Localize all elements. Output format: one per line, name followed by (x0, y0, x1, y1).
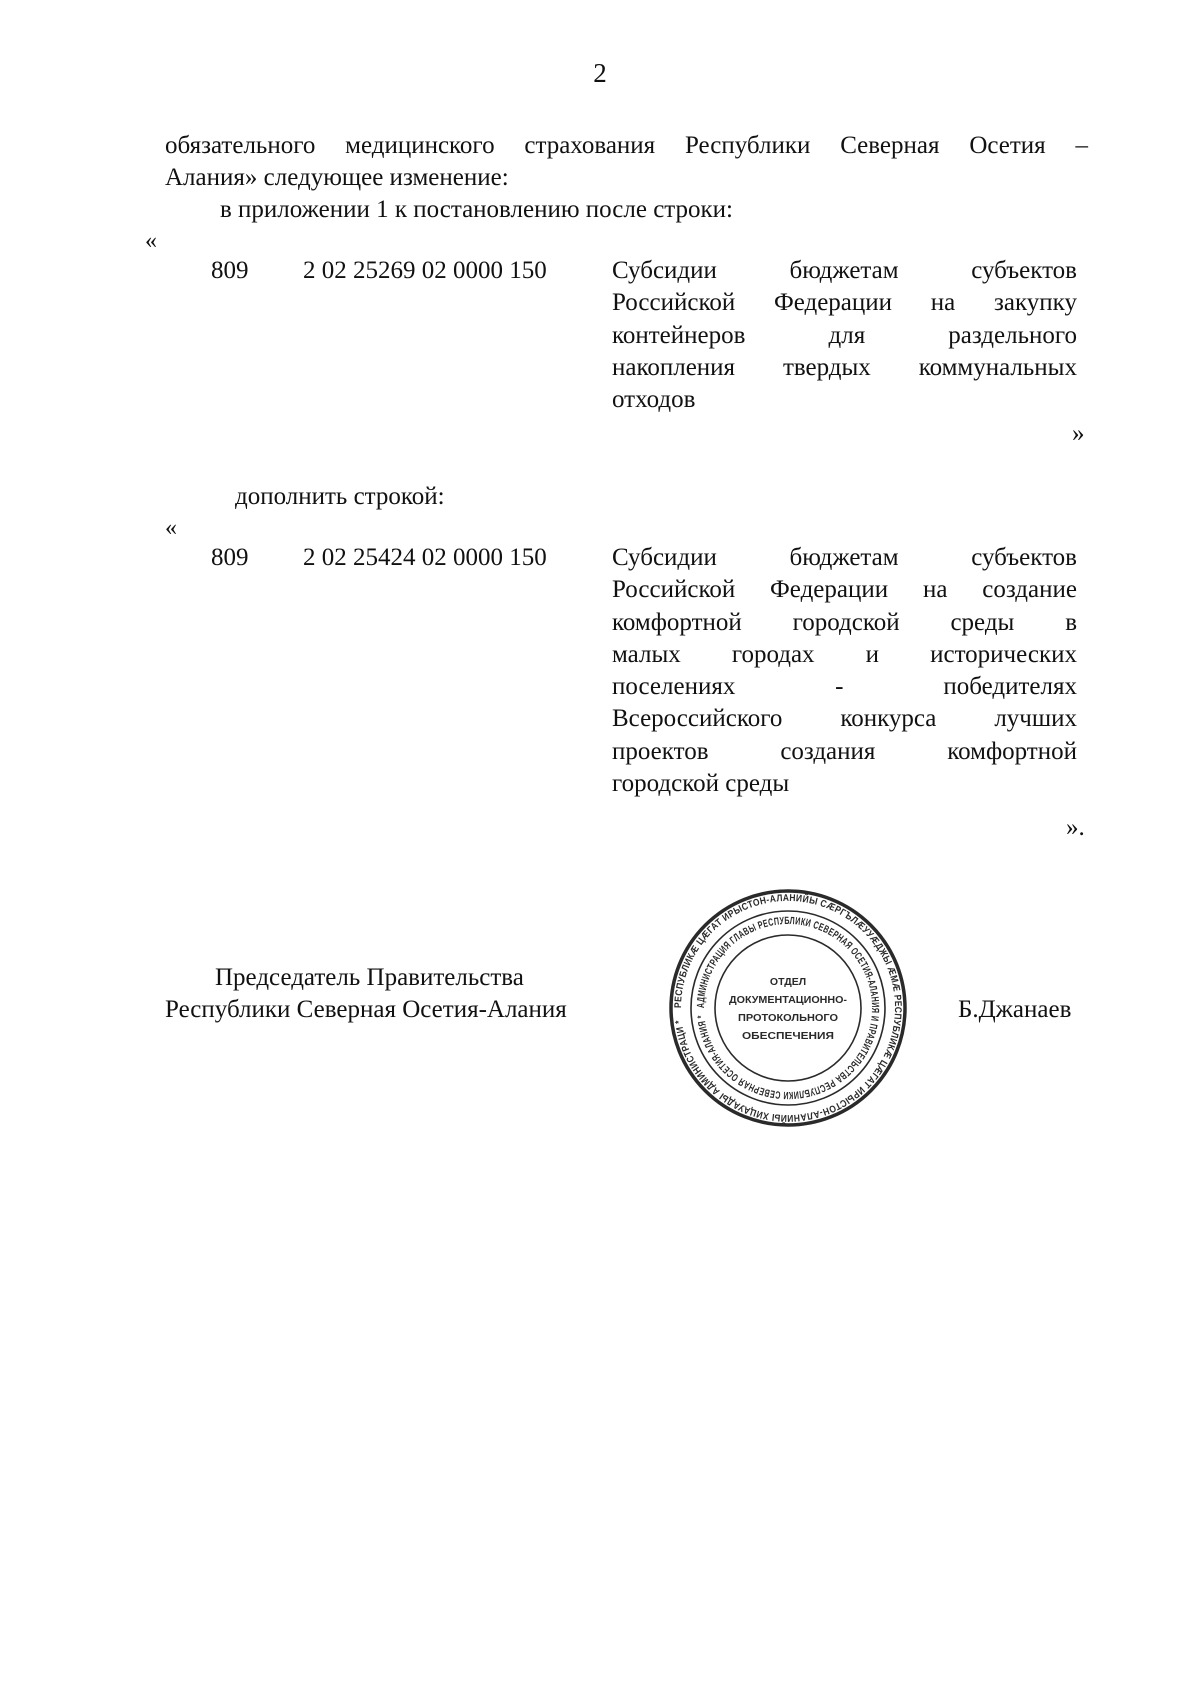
word: и (865, 640, 880, 668)
budget-code: 2 02 25424 02 0000 150 (303, 544, 547, 571)
word: конкурса (840, 705, 937, 733)
add-row-label: дополнить строкой: (235, 483, 445, 510)
word: бюджетам (789, 257, 899, 284)
stamp-center-line: ОБЕСПЕЧЕНИЯ (742, 1030, 834, 1042)
word: проектов (612, 737, 709, 765)
description-line (612, 736, 1077, 768)
signatory-name: Б.Джанаев (958, 996, 1072, 1023)
row-description (612, 542, 1077, 800)
description-line (612, 320, 1077, 352)
stamp-outer-ring-inner (691, 911, 885, 1105)
budget-code: 2 02 25269 02 0000 150 (303, 257, 547, 284)
word: исторических (930, 640, 1077, 668)
open-quote: « (165, 515, 177, 541)
word: на (930, 289, 956, 317)
word: комфортной (947, 737, 1077, 765)
word: комфортной (612, 608, 742, 636)
word: в (1065, 608, 1077, 636)
close-quote: » (1072, 420, 1085, 447)
description-line (612, 352, 1077, 384)
stamp-outer-text: РЕСПУБЛИКӔ ЦӔГАТ ИРЫСТОН-АЛАНИЙЫ СӔРГЪЛӔУУӔДЖЫ ӔМӔ РЕСПУБЛИКӔ ЦӔГАТ ИРЫСТОН-АЛАНИЙЫ ХИЦАУАДЫ АДМИНИСТРАЦИ * (672, 892, 904, 1124)
word: Северная (840, 132, 940, 159)
description-line (612, 639, 1077, 671)
page-number: 2 (593, 58, 607, 88)
word: городах (731, 640, 815, 668)
description-line (612, 703, 1077, 735)
word: лучших (994, 705, 1077, 733)
description-line (612, 542, 1077, 574)
word: контейнеров (612, 321, 746, 349)
stamp-center-line: ПРОТОКОЛЬНОГО (738, 1012, 838, 1024)
word: раздельного (948, 321, 1077, 349)
word: страхования (524, 132, 656, 159)
signatory-title-line-1: Председатель Правительства (215, 964, 524, 991)
word: на (922, 576, 948, 604)
word: – (1075, 132, 1088, 159)
word: накопления (612, 353, 736, 381)
word: закупку (994, 289, 1077, 317)
word: обязательного (165, 132, 316, 159)
svg-text:АДМИНИСТРАЦИЯ ГЛАВЫ РЕСПУБЛИКИ (695, 915, 881, 1101)
word: субъектов (971, 257, 1077, 284)
word: малых (612, 640, 681, 668)
word: медицинского (345, 132, 495, 159)
signatory-title-line-2: Республики Северная Осетия-Алания (165, 996, 567, 1023)
row-description (612, 255, 1077, 416)
word: субъектов (971, 544, 1077, 571)
word: Республики (684, 132, 811, 159)
intro-line-3: в приложении 1 к постановлению после строки: (220, 196, 733, 223)
word: Федерации (770, 576, 889, 604)
word: твердых (782, 353, 871, 381)
close-quote: ». (1066, 814, 1085, 841)
description-line: городской среды (612, 770, 790, 798)
word: Всероссийского (612, 705, 783, 733)
description-line (612, 574, 1077, 606)
word: Федерации (773, 289, 893, 317)
word: коммунальных (918, 353, 1077, 381)
word: для (828, 321, 866, 349)
word: Субсидии (612, 544, 717, 571)
word: городской (792, 608, 900, 636)
word: - (835, 673, 844, 701)
word: Российской (612, 289, 736, 317)
word: поселениях (612, 673, 736, 701)
open-quote: « (145, 228, 157, 254)
word: Осетия (969, 132, 1046, 159)
stamp-center-line: ОТДЕЛ (769, 976, 807, 988)
word: Субсидии (612, 257, 717, 284)
description-line (612, 287, 1077, 319)
description-line: отходов (612, 386, 696, 414)
word: бюджетам (789, 544, 899, 571)
description-line (612, 255, 1077, 287)
admin-code: 809 (211, 257, 249, 284)
stamp-inner-text: АДМИНИСТРАЦИЯ ГЛАВЫ РЕСПУБЛИКИ СЕВЕРНАЯ ОСЕТИЯ-АЛАНИЯ И ПРАВИТЕЛЬСТВА РЕСПУБЛИКИ СЕВЕРНАЯ ОСЕТИЯ-АЛАНИЯ * (694, 914, 882, 1102)
description-line (612, 607, 1077, 639)
word: создание (982, 576, 1077, 604)
stamp-inner-ring (715, 935, 861, 1081)
word: создания (780, 737, 876, 765)
word: среды (950, 608, 1015, 636)
description-line (612, 671, 1077, 703)
stamp-center-line: ДОКУМЕНТАЦИОННО- (729, 994, 848, 1006)
intro-line-1 (165, 130, 1088, 162)
word: победителях (943, 673, 1077, 701)
word: Российской (612, 576, 736, 604)
intro-line-2: Алания» следующее изменение: (165, 164, 509, 191)
official-stamp (668, 888, 908, 1128)
admin-code: 809 (211, 544, 249, 571)
